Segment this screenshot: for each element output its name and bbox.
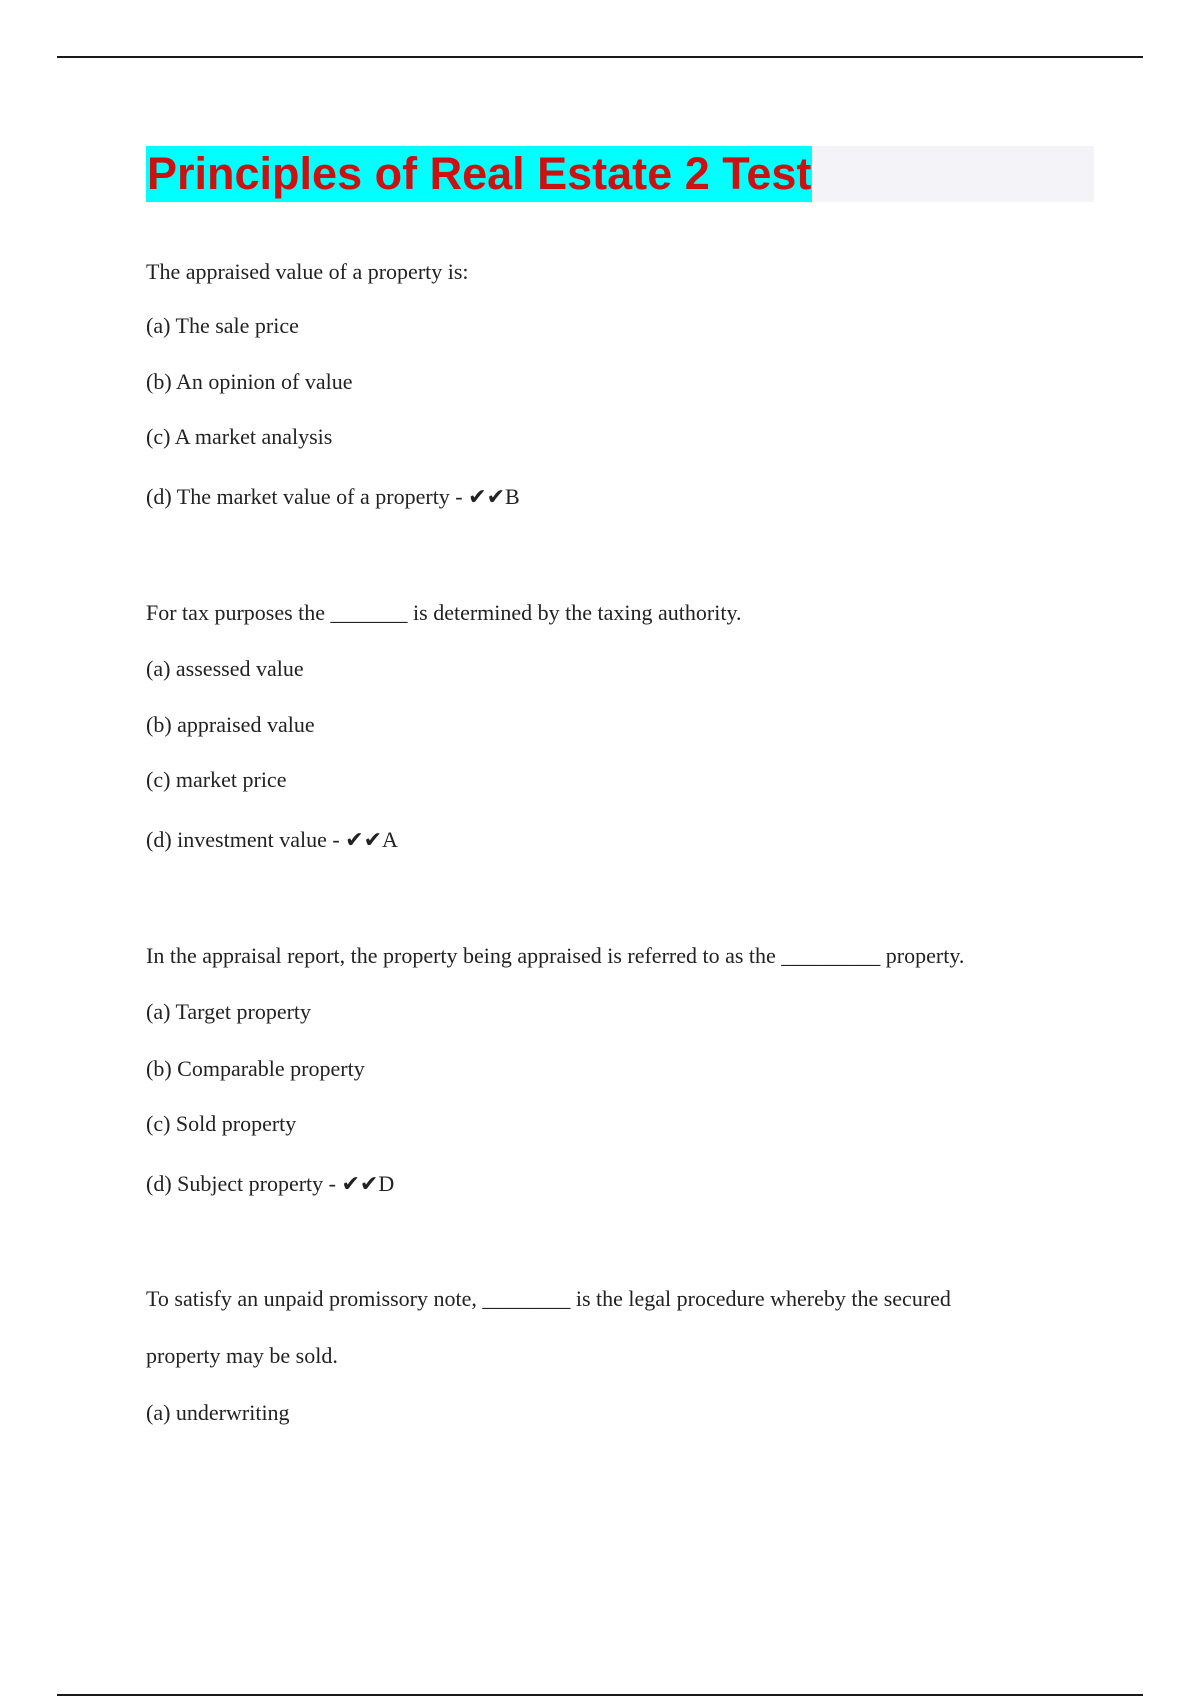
question-1-answer-check-icon: ✔✔	[468, 485, 506, 510]
question-2-option-d	[146, 826, 398, 855]
question-4-prompt-line-1: To satisfy an unpaid promissory note, ________ is the legal procedure whereby the secured	[146, 1286, 951, 1311]
header-rule	[57, 56, 1143, 58]
question-3-answer-check-icon: ✔✔	[341, 1172, 379, 1197]
question-2-option-c: (c) market price	[146, 767, 287, 792]
question-2-option-d-label: (d) investment value -	[146, 827, 346, 852]
question-3-option-a: (a) Target property	[146, 999, 312, 1024]
title-highlight	[146, 146, 812, 202]
question-2-option-b: (b) appraised value	[146, 712, 315, 737]
question-2-answer-check-icon: ✔✔	[345, 828, 383, 853]
question-1-option-d-label: (d) The market value of a property -	[146, 484, 469, 509]
question-1-option-a: (a) The sale price	[146, 313, 299, 338]
question-4-option-a: (a) underwriting	[146, 1400, 290, 1425]
question-1-option-b: (b) An opinion of value	[146, 369, 353, 394]
question-3-option-d-label: (d) Subject property -	[146, 1171, 342, 1196]
question-2-option-a: (a) assessed value	[146, 656, 304, 681]
question-3-answer: D	[378, 1171, 395, 1196]
question-3-prompt: In the appraisal report, the property being appraised is referred to as the _________ property.	[146, 943, 965, 968]
question-1-answer: B	[505, 484, 520, 509]
question-3-option-c: (c) Sold property	[146, 1111, 297, 1136]
document-title: Principles of Real Estate 2 Test	[147, 148, 812, 199]
question-3-option-b: (b) Comparable property	[146, 1056, 365, 1081]
question-4-prompt-line-2: property may be sold.	[146, 1343, 338, 1368]
question-2-prompt: For tax purposes the _______ is determined by the taxing authority.	[146, 600, 742, 625]
question-1-option-c: (c) A market analysis	[146, 424, 333, 449]
footer-rule	[57, 1694, 1143, 1696]
question-1-option-d	[146, 483, 520, 512]
question-2-answer: A	[382, 827, 398, 852]
question-1-prompt: The appraised value of a property is:	[146, 259, 469, 284]
question-3-option-d	[146, 1170, 394, 1199]
